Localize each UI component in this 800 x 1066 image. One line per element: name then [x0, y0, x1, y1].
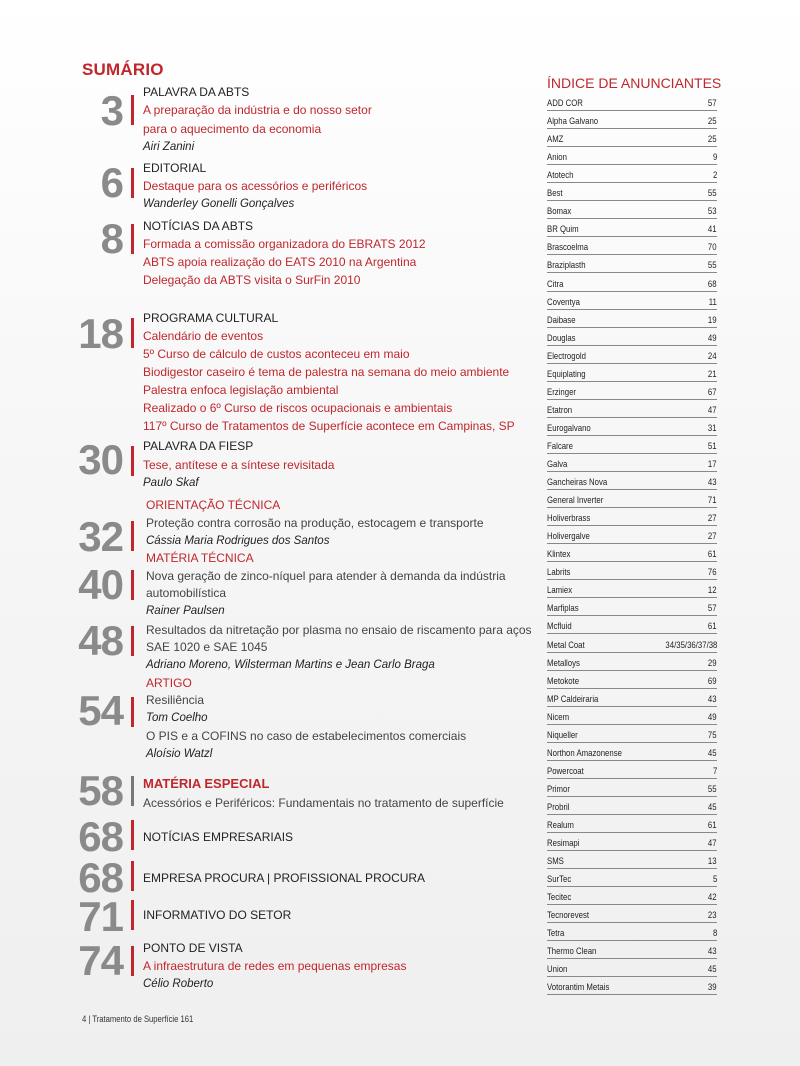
advertiser-row[interactable] [547, 381, 717, 400]
advertiser-row[interactable] [547, 399, 717, 418]
advertiser-row[interactable] [547, 832, 717, 851]
advertiser-row[interactable] [547, 92, 717, 111]
page-number-text: 18 [78, 310, 123, 357]
advertiser-row[interactable] [547, 543, 717, 562]
advertiser-page: 43 [708, 693, 717, 705]
page-number-text: 74 [78, 937, 123, 984]
article-title[interactable]: 5º Curso de cálculo de custos aconteceu em maio [143, 347, 410, 361]
advertiser-name: Erzinger [547, 386, 577, 398]
advertiser-page: 45 [708, 801, 717, 813]
article-title[interactable]: 117º Curso de Tratamentos de Superfície acontece em Campinas, SP [143, 419, 515, 433]
article-title[interactable]: A infraestrutura de redes em pequenas empresas [143, 959, 407, 973]
article-title[interactable]: Resiliência [146, 693, 205, 707]
advertiser-row[interactable] [547, 579, 717, 598]
advertiser-page: 12 [708, 585, 717, 597]
advertiser-row[interactable] [547, 291, 717, 310]
advertiser-row[interactable] [547, 254, 717, 273]
advertiser-name: Votorantim Metais [547, 982, 610, 994]
advertiser-page: 49 [708, 332, 717, 344]
advertiser-page: 27 [708, 513, 717, 525]
advertiser-page: 55 [708, 260, 717, 272]
advertiser-row[interactable] [547, 471, 717, 490]
advertiser-row[interactable] [547, 200, 717, 219]
article-title[interactable]: SAE 1020 e SAE 1045 [146, 640, 268, 654]
section-divider-bar [131, 95, 134, 125]
section-page-number [60, 310, 123, 357]
section-heading[interactable]: PALAVRA DA ABTS [143, 85, 250, 99]
summary-title: SUMÁRIO [82, 60, 164, 79]
advertiser-name: Metokote [547, 675, 580, 687]
advertiser-page: 23 [708, 910, 717, 922]
page-number-text: 6 [100, 159, 123, 206]
advertiser-page: 76 [708, 567, 717, 579]
section-divider-bar [131, 946, 134, 976]
advertiser-row[interactable] [547, 760, 717, 779]
advertiser-page: 25 [708, 134, 717, 146]
advertiser-name: Gancheiras Nova [547, 477, 608, 489]
advertiser-page: 51 [708, 440, 717, 452]
advertiser-name: Citra [547, 278, 564, 290]
section-heading[interactable]: INFORMATIVO DO SETOR [143, 908, 292, 922]
advertiser-row[interactable] [547, 724, 717, 743]
section-page-number [60, 813, 123, 860]
article-author[interactable]: Airi Zanini [143, 141, 195, 153]
advertiser-row[interactable] [547, 110, 717, 129]
article-title[interactable]: Formada a comissão organizadora do EBRATS 2012 [143, 237, 426, 251]
article-author[interactable]: Paulo Skaf [143, 477, 199, 489]
article-title[interactable]: Tese, antítese e a síntese revisitada [143, 458, 335, 472]
advertiser-page: 29 [708, 657, 717, 669]
advertiser-row[interactable] [547, 868, 717, 887]
advertiser-row[interactable] [547, 778, 717, 797]
advertiser-page: 47 [708, 838, 717, 850]
advertiser-name: Daibase [547, 314, 576, 326]
article-author[interactable]: Célio Roberto [143, 978, 214, 990]
section-page-number [60, 561, 123, 608]
advertiser-row[interactable] [547, 814, 717, 833]
article-title[interactable]: Palestra enfoca legislação ambiental [143, 383, 339, 397]
advertiser-name: Metal Coat [547, 639, 585, 651]
advertiser-name: Bomax [547, 206, 572, 218]
advertiser-page: 53 [708, 206, 717, 218]
page-number-text: 68 [78, 854, 123, 901]
advertiser-page: 70 [708, 242, 717, 254]
advertiser-name: Anion [547, 152, 567, 164]
advertiser-row[interactable] [547, 525, 717, 544]
section-divider-bar [131, 820, 134, 850]
section-page-number [60, 937, 123, 984]
advertiser-page: 57 [708, 98, 717, 109]
advertiser-page: 67 [708, 386, 717, 398]
advertiser-page: 55 [708, 783, 717, 795]
section-page-number [60, 87, 123, 134]
section-heading[interactable]: NOTÍCIAS EMPRESARIAIS [143, 830, 294, 844]
advertiser-name: Realum [547, 820, 574, 831]
advertiser-row[interactable] [547, 976, 717, 995]
advertiser-name: Niqueller [547, 729, 578, 741]
section-heading[interactable]: MATÉRIA TÉCNICA [146, 551, 254, 565]
advertiser-page: 8 [712, 928, 717, 940]
advertiser-page: 11 [708, 296, 717, 308]
article-title[interactable]: Destaque para os acessórios e periféricos [143, 179, 368, 193]
advertiser-name: Atotech [547, 170, 574, 182]
article-title[interactable]: Delegação da ABTS visita o SurFin 2010 [143, 273, 361, 287]
article-title[interactable]: O PIS e a COFINS no caso de estabelecimentos comerciais [146, 729, 467, 743]
advertiser-name: SMS [547, 856, 564, 868]
advertiser-name: Holiverbrass [547, 513, 591, 525]
advertiser-name: General Inverter [547, 495, 604, 507]
advertiser-page: 47 [708, 404, 717, 416]
page-number-text: 3 [100, 87, 123, 134]
advertisers-title: ÍNDICE DE ANUNCIANTES [547, 75, 722, 91]
advertiser-name: Etatron [547, 404, 573, 416]
page-number-text: 8 [100, 215, 123, 262]
article-title[interactable]: Biodigestor caseiro é tema de palestra na semana do meio ambiente [143, 365, 510, 379]
advertiser-name: Metalloys [547, 657, 580, 669]
advertiser-name: Brascoelma [547, 242, 589, 254]
page-number-text: 30 [78, 436, 123, 483]
advertiser-page: 25 [708, 116, 717, 128]
advertiser-name: Alpha Galvano [547, 116, 599, 128]
section-page-number [60, 767, 123, 814]
section-page-number [60, 513, 123, 560]
advertiser-name: Labrits [547, 567, 571, 579]
advertiser-page: 45 [708, 747, 717, 759]
section-page-number [60, 893, 123, 940]
article-author[interactable]: Tom Coelho [146, 712, 208, 724]
advertiser-page: 7 [712, 765, 717, 777]
advertiser-name: Klintex [547, 549, 571, 561]
article-title[interactable]: Nova geração de zinco-níquel para atender à demanda da indústria [146, 569, 506, 583]
advertiser-name: Powercoat [547, 765, 584, 777]
section-page-number [60, 687, 123, 734]
advertiser-page: 71 [708, 495, 717, 507]
advertiser-name: Tecitec [547, 892, 572, 904]
section-divider-bar [131, 224, 134, 254]
advertiser-page: 27 [708, 531, 717, 543]
article-title[interactable]: Proteção contra corrosão na produção, estocagem e transporte [146, 516, 484, 530]
article-author[interactable]: Cássia Maria Rodrigues dos Santos [146, 535, 330, 547]
section-divider-bar [131, 861, 134, 891]
advertiser-page: 61 [708, 621, 717, 633]
section-heading[interactable]: PROGRAMA CULTURAL [143, 311, 279, 325]
page-number-text: 32 [78, 513, 123, 560]
page-number-text: 58 [78, 767, 123, 814]
advertiser-row[interactable] [547, 634, 717, 653]
article-title[interactable]: Calendário de eventos [143, 329, 264, 343]
article-title[interactable]: Resultados da nitretação por plasma no ensaio de riscamento para aços [146, 623, 532, 637]
advertiser-name: Equiplating [547, 368, 586, 380]
advertiser-name: Electrogold [547, 350, 586, 362]
page-number-text: 40 [78, 561, 123, 608]
advertiser-row[interactable] [547, 742, 717, 761]
advertiser-row[interactable] [547, 489, 717, 508]
article-title[interactable]: para o aquecimento da economia [143, 122, 322, 136]
advertiser-name: Mcfluid [547, 621, 572, 633]
advertiser-row[interactable] [547, 345, 717, 364]
advertiser-page: 45 [708, 964, 717, 976]
advertiser-row[interactable] [547, 182, 717, 201]
page-number-text: 68 [78, 813, 123, 860]
advertiser-page: 57 [708, 603, 717, 615]
advertiser-name: BR Quim [547, 224, 579, 236]
article-author[interactable]: Adriano Moreno, Wilsterman Martins e Jean Carlo Braga [146, 659, 435, 671]
advertiser-row[interactable] [547, 904, 717, 923]
advertiser-row[interactable] [547, 922, 717, 941]
advertiser-row[interactable] [547, 218, 717, 237]
advertiser-name: Best [547, 188, 563, 200]
advertiser-name: Braziplasth [547, 260, 586, 272]
advertiser-page: 41 [708, 224, 717, 236]
advertiser-page: 61 [708, 549, 717, 561]
article-title[interactable]: A preparação da indústria e do nosso setor [143, 103, 372, 117]
advertiser-row[interactable] [547, 327, 717, 346]
advertiser-page: 17 [708, 459, 717, 470]
advertiser-name: Primor [547, 783, 570, 795]
advertiser-page: 43 [708, 946, 717, 958]
section-divider-bar [131, 697, 134, 727]
advertiser-page: 55 [708, 188, 717, 200]
advertiser-row[interactable] [547, 363, 717, 382]
section-divider-bar [131, 446, 134, 476]
section-heading[interactable]: NOTÍCIAS DA ABTS [143, 219, 254, 233]
advertiser-name: Thermo Clean [547, 946, 597, 958]
section-divider-bar [131, 626, 134, 656]
article-title[interactable]: Acessórios e Periféricos: Fundamentais no tratamento de superfície [143, 796, 504, 810]
advertiser-page: 13 [708, 856, 717, 868]
advertiser-name: Holivergalve [547, 531, 590, 543]
advertiser-row[interactable] [547, 309, 717, 328]
advertiser-row[interactable] [547, 273, 717, 292]
advertiser-name: Northon Amazonense [547, 747, 622, 759]
advertiser-row[interactable] [547, 417, 717, 436]
advertiser-page: 42 [708, 892, 717, 904]
article-author[interactable]: Aloísio Watzl [146, 748, 213, 760]
section-heading[interactable]: MATÉRIA ESPECIAL [143, 776, 270, 791]
advertiser-name: MP Caldeiraria [547, 693, 599, 705]
advertiser-row[interactable] [547, 706, 717, 725]
advertiser-name: Tecnorevest [547, 910, 590, 922]
advertiser-row[interactable] [547, 561, 717, 580]
advertiser-page: 68 [708, 278, 717, 290]
advertiser-page: 9 [712, 152, 717, 164]
article-author[interactable]: Rainer Paulsen [146, 605, 225, 617]
page-number-text: 48 [78, 617, 123, 664]
section-heading[interactable]: PONTO DE VISTA [143, 941, 243, 955]
advertiser-row[interactable] [547, 146, 717, 165]
article-title[interactable]: ABTS apoia realização do EATS 2010 na Argentina [143, 255, 417, 269]
advertiser-page: 31 [708, 422, 717, 434]
advertiser-row[interactable] [547, 507, 717, 526]
advertiser-name: Union [547, 964, 568, 976]
article-author[interactable]: Wanderley Gonelli Gonçalves [143, 198, 295, 210]
section-page-number [60, 215, 123, 262]
advertiser-name: Lamiex [547, 585, 573, 597]
section-divider-bar [131, 570, 134, 600]
advertiser-name: ADD COR [547, 98, 583, 109]
page-number-text: 71 [78, 893, 123, 940]
section-divider-bar [131, 168, 134, 198]
advertiser-name: Coventya [547, 296, 580, 308]
section-divider-bar [131, 776, 134, 806]
advertiser-row[interactable] [547, 940, 717, 959]
advertiser-row[interactable] [547, 670, 717, 689]
section-divider-bar [131, 318, 134, 348]
advertiser-page: 24 [708, 350, 717, 362]
page-number-text: 54 [78, 687, 123, 734]
advertiser-row[interactable] [547, 597, 717, 616]
advertiser-name: SurTec [547, 874, 572, 886]
advertiser-name: Marfiplas [547, 603, 579, 615]
section-page-number [60, 436, 123, 483]
advertiser-page: 75 [708, 729, 717, 741]
advertiser-name: Resimapi [547, 838, 580, 850]
advertiser-page: 49 [708, 711, 717, 723]
advertiser-page: 43 [708, 477, 717, 489]
advertiser-name: Eurogalvano [547, 422, 591, 434]
advertiser-name: Tetra [547, 928, 565, 940]
section-page-number [60, 617, 123, 664]
article-title[interactable]: Realizado o 6º Curso de riscos ocupacionais e ambientais [143, 401, 453, 415]
advertiser-row[interactable] [547, 435, 717, 454]
advertiser-name: Probril [547, 801, 570, 813]
advertiser-row[interactable] [547, 236, 717, 255]
advertiser-name: Nicem [547, 711, 570, 723]
advertiser-page: 19 [708, 314, 717, 326]
advertiser-page: 5 [712, 874, 717, 886]
advertiser-row[interactable] [547, 850, 717, 869]
advertiser-row[interactable] [547, 453, 717, 472]
advertiser-row[interactable] [547, 164, 717, 183]
advertiser-name: Douglas [547, 332, 576, 344]
advertiser-row[interactable] [547, 796, 717, 815]
advertiser-page: 34/35/36/37/38 [665, 639, 717, 651]
advertiser-page: 61 [708, 820, 717, 831]
advertiser-row[interactable] [547, 886, 717, 905]
advertiser-row[interactable] [547, 688, 717, 707]
advertiser-page: 39 [708, 982, 717, 994]
advertiser-page: 69 [708, 675, 717, 687]
article-title[interactable]: automobilística [146, 586, 227, 600]
section-divider-bar [131, 900, 134, 930]
page-footer: 4 | Tratamento de Superfície 161 [82, 1014, 194, 1024]
section-divider-bar [131, 521, 134, 551]
section-heading[interactable]: EDITORIAL [143, 161, 207, 175]
advertiser-name: Galva [547, 459, 568, 470]
advertiser-row[interactable] [547, 652, 717, 671]
section-heading[interactable]: ORIENTAÇÃO TÉCNICA [146, 498, 281, 512]
section-heading[interactable]: PALAVRA DA FIESP [143, 439, 254, 453]
section-page-number [60, 159, 123, 206]
advertiser-name: AMZ [547, 134, 564, 146]
section-heading[interactable]: EMPRESA PROCURA | PROFISSIONAL PROCURA [143, 871, 426, 885]
advertiser-row[interactable] [547, 128, 717, 147]
advertiser-row[interactable] [547, 958, 717, 977]
section-heading[interactable]: ARTIGO [146, 676, 192, 690]
advertiser-page: 2 [712, 170, 717, 182]
advertiser-page: 21 [708, 368, 717, 380]
advertiser-row[interactable] [547, 615, 717, 634]
advertiser-name: Falcare [547, 440, 573, 452]
